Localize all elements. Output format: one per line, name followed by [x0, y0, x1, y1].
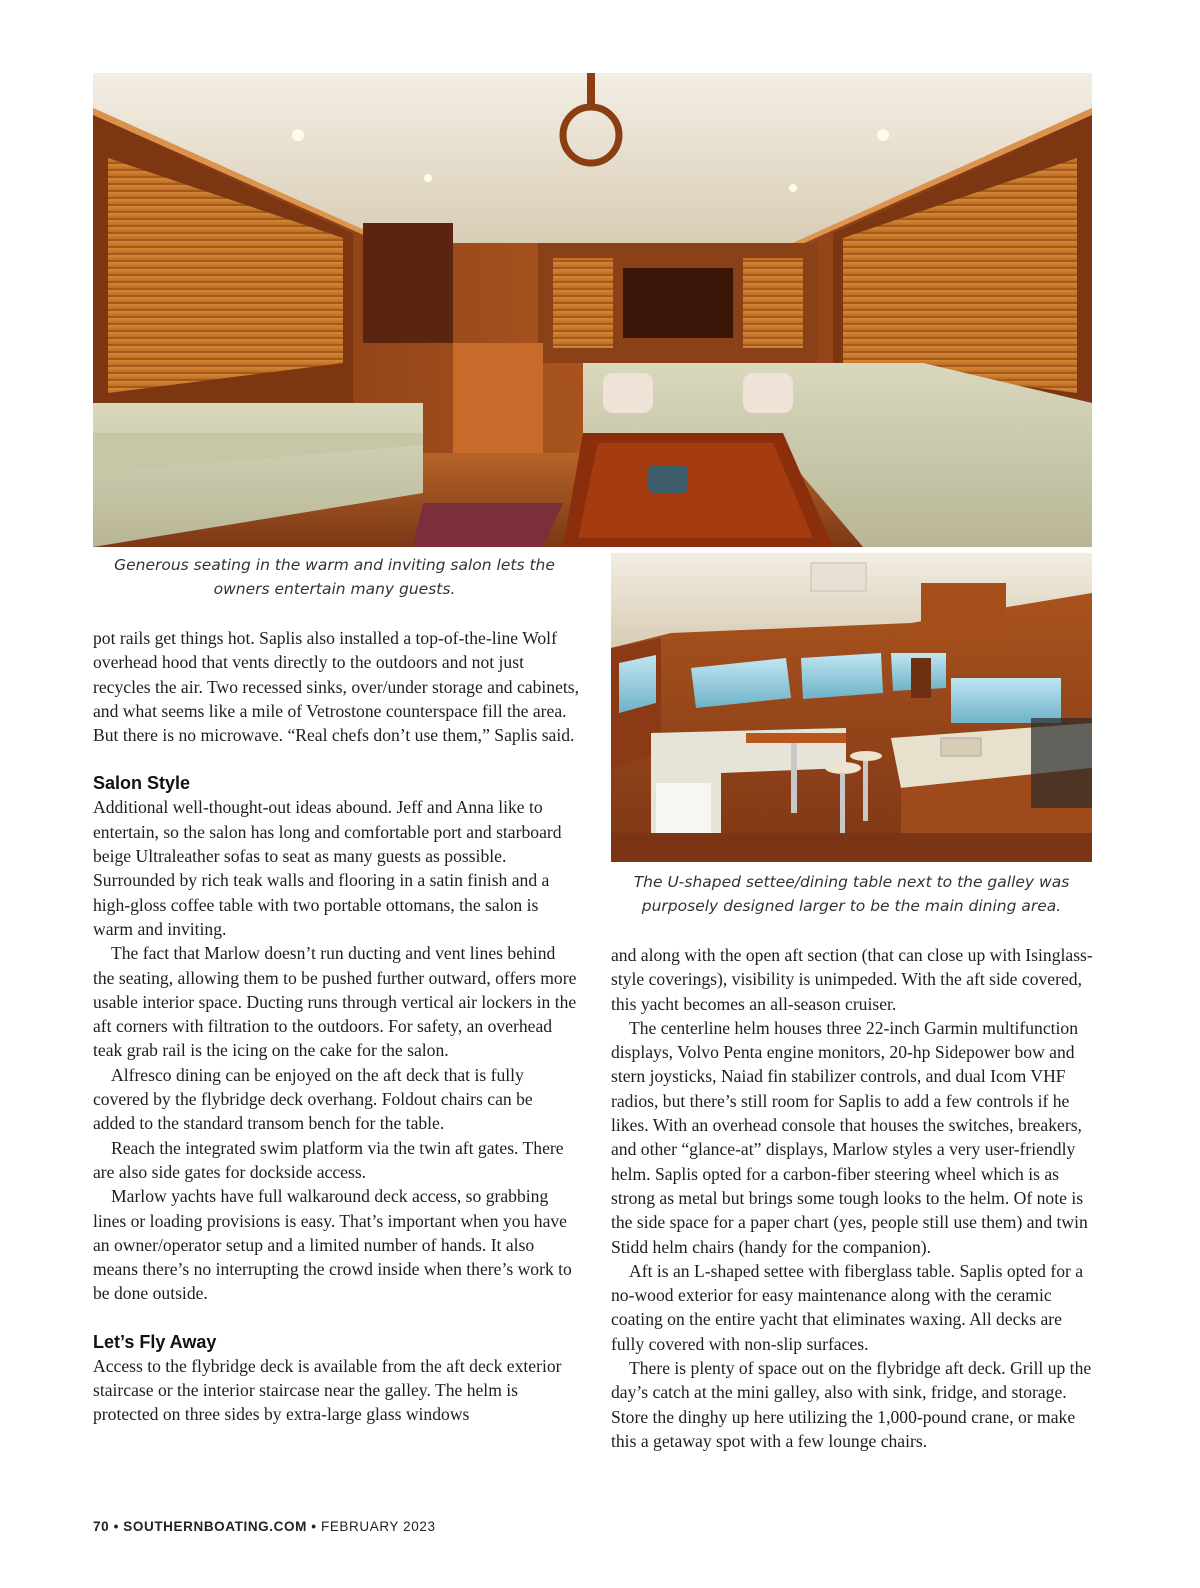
heading-salon-style: Salon Style: [93, 773, 191, 794]
left-column: [93, 626, 579, 1427]
page-footer: [93, 1519, 436, 1534]
galley-photo: [611, 553, 1092, 862]
left-paragraph-4: Alfresco dining can be enjoyed on the aft deck that is fully covered by the flybridge deck overhang. Foldout chairs can be added to the standard transom bench for the table.: [93, 1064, 533, 1134]
footer-issue: FEBRUARY 2023: [320, 1519, 436, 1534]
left-paragraph-3: The fact that Marlow doesn’t run ducting and vent lines behind the seating, allowing them to be pushed further outward, offers more usable interior space. Ducting runs through vertical air lockers in the aft corners with filtration to the outdoors. For safety, an overhead teak grab rail is the icing on the cake for the salon.: [93, 943, 577, 1061]
galley-photo-illustration: [611, 553, 1092, 862]
left-paragraph-1: pot rails get things hot. Saplis also installed a top-of-the-line Wolf overhead hood that vents directly to the outdoors and not just recycles the air. Two recessed sinks, over/under storage and cabinets, and what seems like a mile of Vetrostone counterspace fill the area. But there is no microwave. “Real chefs don’t use them,” Saplis said.: [93, 628, 580, 746]
galley-caption: The U-shaped settee/dining table next to the galley was purposely designed larger to be the main dining area.: [633, 873, 1070, 915]
right-paragraph-3: Aft is an L-shaped settee with fiberglass table. Saplis opted for a no-wood exterior for easy maintenance along with the ceramic coating on the entire yacht that eliminates waxing. All decks are fully covered with non-slip surfaces.: [611, 1260, 1084, 1354]
left-paragraph-6: Marlow yachts have full walkaround deck access, so grabbing lines or loading provisions is easy. That’s important when you have an owner/operator setup and a limited number of hands. It also means there’s no interrupting the crowd inside when there’s work to be done outside.: [93, 1186, 572, 1304]
left-paragraph-2: Additional well-thought-out ideas abound. Jeff and Anna like to entertain, so the salon has long and comfortable port and starboard beige Ultraleather sofas to seat as many guests as possible. Surrounded by rich teak walls and flooring in a satin finish and a high-gloss coffee table with two portable ottomans, the salon is warm and inviting.: [93, 797, 562, 939]
salon-photo: [93, 73, 1092, 547]
right-column: [611, 943, 1097, 1453]
right-paragraph-2: The centerline helm houses three 22-inch Garmin multifunction displays, Volvo Penta engine monitors, 20-hp Sidepower bow and stern joysticks, Naiad fin stabilizer controls, and dual Icom VHF radios, but there’s still room for Saplis to add a few controls if he likes. With an overhead console that houses the switches, breakers, and other “glance-at” displays, Marlow styles a very user-friendly helm. Saplis opted for a carbon-fiber steering wheel which is as strong as metal but brings some tough looks to the helm. Of note is the side space for a paper chart (yes, people still use them) and twin Stidd helm chairs (handy for the companion).: [611, 1017, 1088, 1257]
salon-photo-illustration: [93, 73, 1092, 547]
salon-caption: Generous seating in the warm and inviting salon lets the owners entertain many guests.: [114, 556, 555, 598]
heading-lets-fly-away: Let’s Fly Away: [93, 1331, 217, 1352]
page-number: 70: [93, 1519, 110, 1534]
right-paragraph-1: and along with the open aft section (that can close up with Isinglass-style coverings), visibility is unimpeded. With the aft side covered, this yacht becomes an all-season cruiser.: [611, 945, 1093, 1014]
right-paragraph-4: There is plenty of space out on the flybridge aft deck. Grill up the day’s catch at the mini galley, also with sink, fridge, and storage. Store the dinghy up here utilizing the 1,000-pound crane, or make this a getaway spot with a few lounge chairs.: [611, 1358, 1092, 1451]
left-paragraph-5: Reach the integrated swim platform via the twin aft gates. There are also side gates for dockside access.: [93, 1137, 564, 1182]
footer-separator-1: •: [113, 1519, 119, 1534]
footer-site: SOUTHERNBOATING.COM: [123, 1519, 307, 1534]
footer-separator-2: •: [311, 1519, 317, 1534]
left-paragraph-7: Access to the flybridge deck is available from the aft deck exterior staircase or the interior staircase near the galley. The helm is protected on three sides by extra-large glass windows: [93, 1355, 562, 1425]
